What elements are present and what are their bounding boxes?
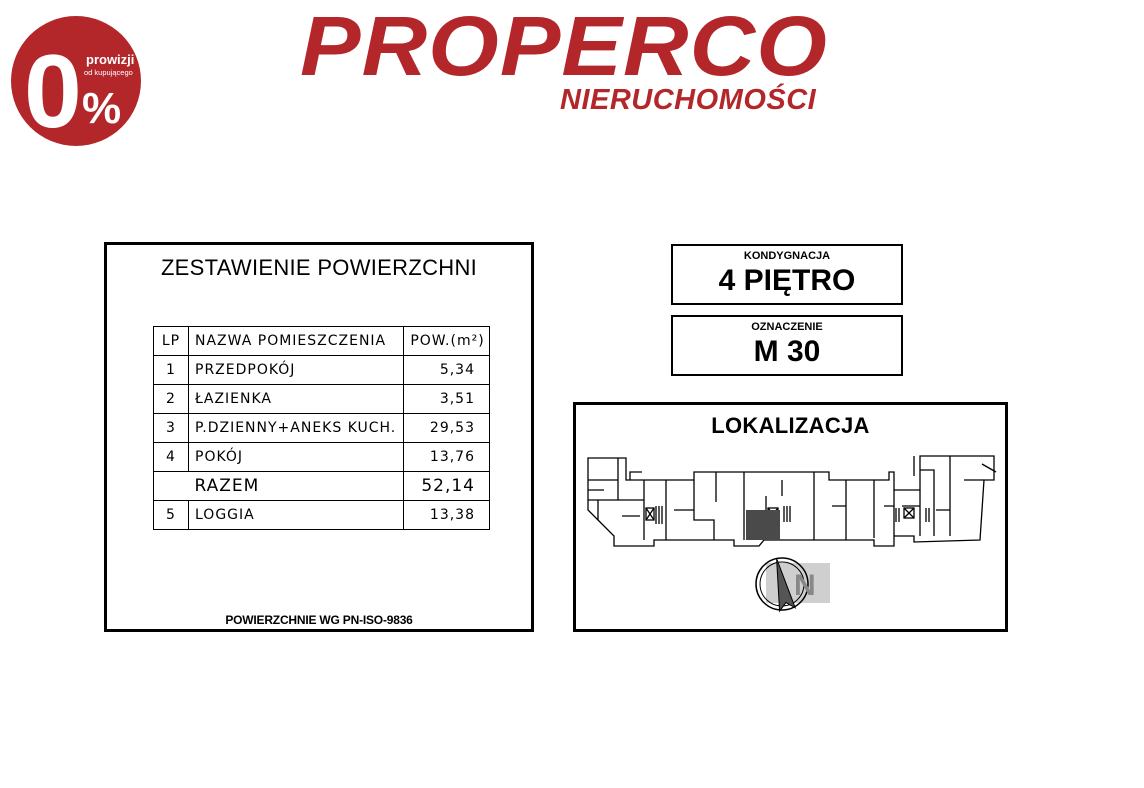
row-lp: 3 [154,414,189,443]
highlighted-apartment [746,510,780,540]
total-lp-empty [154,472,189,501]
row-area: 29,53 [404,414,490,443]
total-label: RAZEM [189,472,404,501]
row-lp: 5 [154,501,189,530]
badge-percent: % [82,84,122,133]
floor-label: KONDYGNACJA [743,250,831,262]
badge-zero: 0 [24,34,82,147]
table-row [154,356,490,385]
table-row [154,385,490,414]
location-title: LOKALIZACJA [711,413,870,438]
header-area: POW.(m²) [404,327,490,356]
brand-tagline: NIERUCHOMOŚCI [560,84,817,116]
area-summary-title: ZESTAWIENIE POWIERZCHNI [160,255,478,280]
header-lp: LP [154,327,189,356]
designation-label: OZNACZENIE [751,321,823,333]
floor-value: 4 PIĘTRO [718,264,856,297]
north-compass-icon [750,553,832,615]
rooms-table-header [154,327,490,356]
table-row [154,501,490,530]
area-standard-note: POWIERZCHNIE WG PN-ISO-9836 [225,613,413,627]
rooms-table [153,326,490,530]
table-row [154,414,490,443]
header-name: NAZWA POMIESZCZENIA [189,327,404,356]
badge-line1: prowizji [86,52,135,67]
row-lp: 2 [154,385,189,414]
location-panel [573,402,1008,632]
row-name: ŁAZIENKA [189,385,404,414]
row-area: 5,34 [404,356,490,385]
zero-commission-badge [10,15,142,147]
row-name: POKÓJ [189,443,404,472]
row-lp: 1 [154,356,189,385]
designation-value: M 30 [753,335,821,368]
building-floor-plan [584,450,1002,560]
row-lp: 4 [154,443,189,472]
compass-north-letter: N [794,569,816,602]
brand-logo: PROPERCO [300,0,828,93]
row-name: LOGGIA [189,501,404,530]
total-row [154,472,490,501]
badge-line2: od kupującego [84,68,133,77]
area-summary-panel [104,242,534,632]
total-area: 52,14 [404,472,490,501]
floor-box [671,244,903,305]
designation-box [671,315,903,376]
row-name: PRZEDPOKÓJ [189,356,404,385]
row-area: 13,76 [404,443,490,472]
row-area: 13,38 [404,501,490,530]
table-row [154,443,490,472]
row-name: P.DZIENNY+ANEKS KUCH. [189,414,404,443]
row-area: 3,51 [404,385,490,414]
